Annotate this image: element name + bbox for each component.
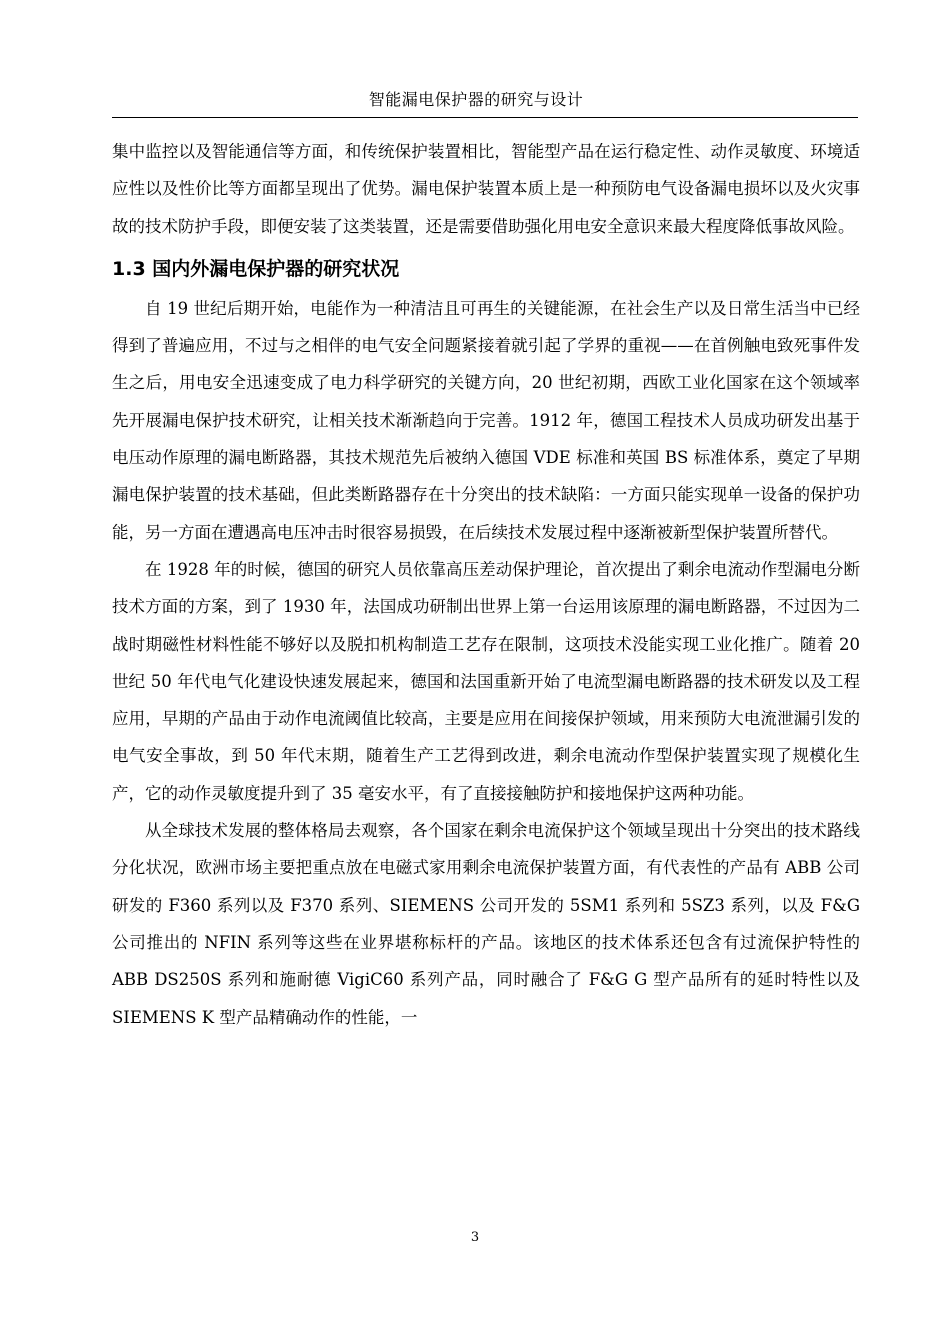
header-rule <box>112 117 858 118</box>
section-heading: 1.3 国内外漏电保护器的研究状况 <box>112 257 400 280</box>
body-paragraph: 自 19 世纪后期开始，电能作为一种清洁且可再生的关键能源，在社会生产以及日常生活当中已经得到了普遍应用，不过与之相伴的电气安全问题紧接着就引起了学界的重视——在首例触电致死事件发生之后，用电安全迅速变成了电力科学研究的关键方向，20 世纪初期，西欧工业化国家在这个领域率先开展漏电保护技术研究，让相关技术渐渐趋向于完善。1912 年，德国工程技术人员成功研发出基于电压动作原理的漏电断路器，其技术规范先后被纳入德国 VDE 标准和英国 BS 标准体系，奠定了早期漏电保护装置的技术基础，但此类断路器存在十分突出的技术缺陷：一方面只能实现单一设备的保护功能，另一方面在遭遇高电压冲击时很容易损毁，在后续技术发展过程中逐渐被新型保护装置所替代。 <box>112 298 860 542</box>
body-paragraph: 从全球技术发展的整体格局去观察，各个国家在剩余电流保护这个领域呈现出十分突出的技术路线分化状况，欧洲市场主要把重点放在电磁式家用剩余电流保护装置方面，有代表性的产品有 ABB 公司研发的 F360 系列以及 F370 系列、SIEMENS 公司开发的 5SM1 系列和 5SZ3 系列，以及 F&G 公司推出的 NFIN 系列等这些在业界堪称标杆的产品。该地区的技术体系还包含有过流保护特性的 ABB DS250S 系列和施耐德 VigiC60 系列产品，同时融合了 F&G G 型产品所有的延时特性以及 SIEMENS K 型产品精确动作的性能，一 <box>112 821 860 1027</box>
running-header: 智能漏电保护器的研究与设计 <box>368 90 584 109</box>
page-number: 3 <box>470 1230 480 1245</box>
page-body <box>112 133 860 1036</box>
body-paragraph: 在 1928 年的时候，德国的研究人员依靠高压差动保护理论，首次提出了剩余电流动作型漏电分断技术方面的方案，到了 1930 年，法国成功研制出世界上第一台运用该原理的漏电断路器，不过因为二战时期磁性材料性能不够好以及脱扣机构制造工艺存在限制，这项技术没能实现工业化推广。随着 20 世纪 50 年代电气化建设快速发展起来，德国和法国重新开始了电流型漏电断路器的技术研发以及工程应用，早期的产品由于动作电流阈值比较高，主要是应用在间接保护领域，用来预防大电流泄漏引发的电气安全事故，到 50 年代末期，随着生产工艺得到改进，剩余电流动作型保护装置实现了规模化生产，它的动作灵敏度提升到了 35 毫安水平，有了直接接触防护和接地保护这两种功能。 <box>112 559 860 803</box>
intro-paragraph: 集中监控以及智能通信等方面，和传统保护装置相比，智能型产品在运行稳定性、动作灵敏度、环境适应性以及性价比等方面都呈现出了优势。漏电保护装置本质上是一种预防电气设备漏电损坏以及火灾事故的技术防护手段，即便安装了这类装置，还是需要借助强化用电安全意识来最大程度降低事故风险。 <box>112 142 860 236</box>
